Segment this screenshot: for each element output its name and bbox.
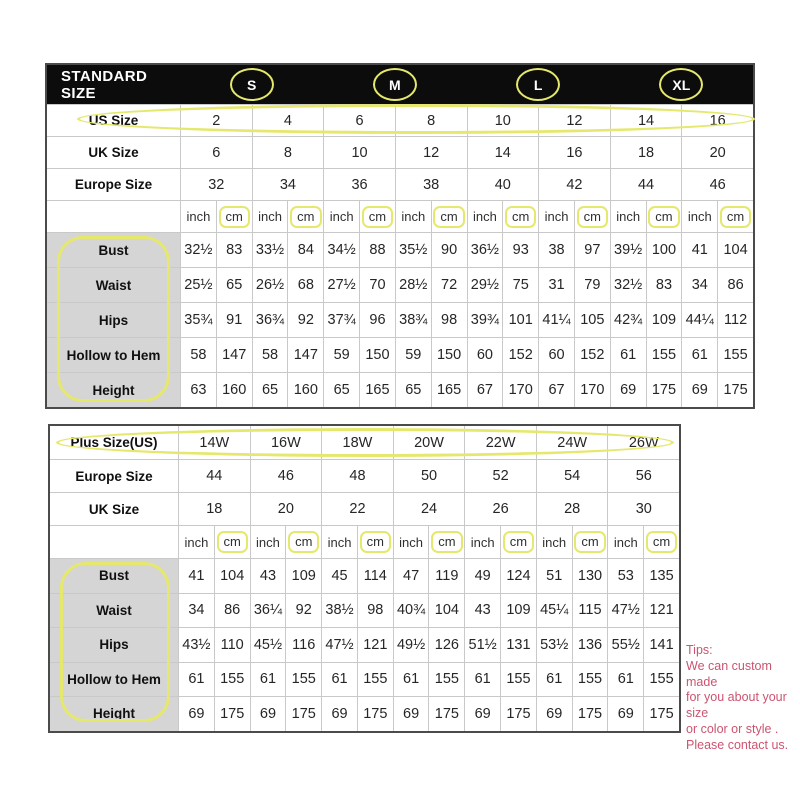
measure-value: 51	[536, 559, 572, 593]
measure-value: 98	[357, 594, 393, 628]
measure-value: 104	[717, 233, 753, 267]
unit-inch-cell: inch	[464, 526, 500, 558]
measure-value: 152	[502, 338, 538, 372]
unit-cm-cell	[574, 201, 610, 232]
measure-value: 60	[538, 338, 574, 372]
plus-size-table	[48, 424, 681, 733]
measure-row	[50, 558, 679, 593]
size-letters-group	[180, 65, 753, 104]
cm-highlight-box: cm	[290, 206, 321, 228]
measure-value: 155	[285, 663, 321, 697]
unit-inch-cell: inch	[178, 526, 214, 558]
measure-value: 65	[252, 373, 288, 407]
size-value: 28	[536, 493, 608, 525]
size-value: 14	[467, 137, 539, 168]
measure-value: 79	[574, 268, 610, 302]
cm-highlight-box: cm	[503, 531, 534, 553]
measure-value: 136	[572, 628, 608, 662]
measure-value: 38¾	[395, 303, 431, 337]
measure-value: 53½	[536, 628, 572, 662]
measure-value: 28½	[395, 268, 431, 302]
size-value: 12	[395, 137, 467, 168]
measure-value: 67	[467, 373, 503, 407]
size-value: 18	[610, 137, 682, 168]
measure-value: 109	[500, 594, 536, 628]
measure-value: 86	[717, 268, 753, 302]
measure-value: 61	[681, 338, 717, 372]
unit-cm-cell	[216, 201, 252, 232]
size-value: 6	[323, 105, 395, 136]
measure-value: 61	[464, 663, 500, 697]
measure-value: 86	[214, 594, 250, 628]
measure-value: 109	[646, 303, 682, 337]
measure-value: 32½	[610, 268, 646, 302]
size-letter-circle-icon: M	[373, 68, 417, 101]
measure-value: 175	[572, 697, 608, 731]
measure-value: 119	[428, 559, 464, 593]
measure-value: 97	[574, 233, 610, 267]
measure-value: 53	[607, 559, 643, 593]
measure-value: 155	[500, 663, 536, 697]
measure-value: 59	[323, 338, 359, 372]
measure-value: 170	[574, 373, 610, 407]
row-label: Hollow to Hem	[47, 338, 180, 372]
cm-highlight-box: cm	[574, 531, 605, 553]
measure-value: 114	[357, 559, 393, 593]
measure-value: 38	[538, 233, 574, 267]
row-label: UK Size	[88, 145, 139, 160]
measure-value: 100	[646, 233, 682, 267]
unit-inch-cell: inch	[467, 201, 503, 232]
unit-cm-cell	[500, 526, 536, 558]
measure-value: 32½	[180, 233, 216, 267]
measure-value: 90	[431, 233, 467, 267]
size-value: 44	[178, 460, 250, 492]
measure-value: 36¾	[252, 303, 288, 337]
size-value: 32	[180, 169, 252, 200]
measure-value: 165	[431, 373, 467, 407]
measure-value: 58	[252, 338, 288, 372]
measure-value: 147	[216, 338, 252, 372]
measure-value: 27½	[323, 268, 359, 302]
measure-value: 31	[538, 268, 574, 302]
cm-highlight-box: cm	[219, 206, 250, 228]
measure-value: 36¼	[250, 594, 286, 628]
size-value: 18W	[321, 426, 393, 459]
size-value: 22W	[464, 426, 536, 459]
measure-value: 175	[428, 697, 464, 731]
measure-value: 104	[214, 559, 250, 593]
cm-highlight-box: cm	[362, 206, 393, 228]
measure-value: 160	[216, 373, 252, 407]
unit-cm-cell	[428, 526, 464, 558]
measure-value: 155	[646, 338, 682, 372]
unit-inch-cell: inch	[395, 201, 431, 232]
measure-value: 39½	[610, 233, 646, 267]
cm-highlight-box: cm	[577, 206, 608, 228]
cm-highlight-box: cm	[288, 531, 319, 553]
size-value: 46	[250, 460, 322, 492]
measure-value: 41	[178, 559, 214, 593]
measure-value: 155	[572, 663, 608, 697]
size-value: 26W	[607, 426, 679, 459]
measure-value: 35½	[395, 233, 431, 267]
measure-value: 49½	[393, 628, 429, 662]
measure-value: 124	[500, 559, 536, 593]
measure-value: 65	[323, 373, 359, 407]
measure-value: 29½	[467, 268, 503, 302]
tips-line: or color or style .	[686, 721, 779, 736]
size-row	[47, 104, 753, 136]
size-value: 26	[464, 493, 536, 525]
measure-value: 105	[574, 303, 610, 337]
measure-value: 83	[216, 233, 252, 267]
size-value: 52	[464, 460, 536, 492]
row-label: Waist	[50, 594, 178, 628]
size-value: 48	[321, 460, 393, 492]
measure-value: 61	[178, 663, 214, 697]
unit-inch-cell: inch	[250, 526, 286, 558]
size-value: 24W	[536, 426, 608, 459]
row-label: Height	[50, 697, 178, 731]
size-value: 40	[467, 169, 539, 200]
measure-value: 42¾	[610, 303, 646, 337]
measure-row	[47, 337, 753, 372]
tips-line: We can custom made	[686, 658, 772, 689]
size-row	[50, 492, 679, 525]
measure-value: 155	[717, 338, 753, 372]
unit-inch-cell: inch	[323, 201, 359, 232]
row-label: US Size	[88, 113, 139, 128]
unit-cm-cell	[357, 526, 393, 558]
measure-value: 69	[536, 697, 572, 731]
measure-row	[47, 267, 753, 302]
measure-value: 152	[574, 338, 610, 372]
measure-value: 68	[287, 268, 323, 302]
measure-value: 41	[681, 233, 717, 267]
cm-highlight-box: cm	[217, 531, 248, 553]
measure-value: 36½	[467, 233, 503, 267]
measure-value: 45½	[250, 628, 286, 662]
measure-value: 104	[428, 594, 464, 628]
unit-cm-cell	[431, 201, 467, 232]
size-value: 2	[180, 105, 252, 136]
size-value: 4	[252, 105, 324, 136]
unit-cm-cell	[572, 526, 608, 558]
measure-value: 147	[287, 338, 323, 372]
measure-value: 150	[431, 338, 467, 372]
size-value: 8	[395, 105, 467, 136]
measure-value: 49	[464, 559, 500, 593]
unit-inch-cell: inch	[321, 526, 357, 558]
size-value: 50	[393, 460, 465, 492]
measure-value: 160	[287, 373, 323, 407]
measure-value: 92	[285, 594, 321, 628]
measure-value: 109	[285, 559, 321, 593]
measure-value: 47½	[321, 628, 357, 662]
measure-value: 84	[287, 233, 323, 267]
size-letter-circle-icon: L	[516, 68, 560, 101]
measure-value: 155	[428, 663, 464, 697]
measure-value: 88	[359, 233, 395, 267]
measure-value: 63	[180, 373, 216, 407]
unit-cm-cell	[717, 201, 753, 232]
measure-value: 131	[500, 628, 536, 662]
size-value: 14	[610, 105, 682, 136]
measure-value: 67	[538, 373, 574, 407]
tips-line: Tips:	[686, 643, 713, 657]
measure-value: 92	[287, 303, 323, 337]
size-value: 30	[607, 493, 679, 525]
measure-value: 37¾	[323, 303, 359, 337]
measure-value: 55½	[607, 628, 643, 662]
measure-row	[47, 302, 753, 337]
row-label: Europe Size	[74, 177, 153, 192]
measure-value: 175	[214, 697, 250, 731]
size-letter-circle-icon: S	[230, 68, 274, 101]
size-value: 36	[323, 169, 395, 200]
measure-value: 47½	[607, 594, 643, 628]
row-label: UK Size	[88, 501, 140, 517]
measure-value: 65	[395, 373, 431, 407]
measure-value: 35¾	[180, 303, 216, 337]
row-label: Bust	[47, 233, 180, 267]
size-value: 54	[536, 460, 608, 492]
measure-row	[50, 593, 679, 628]
measure-value: 34½	[323, 233, 359, 267]
row-label: Height	[47, 373, 180, 407]
measure-value: 121	[357, 628, 393, 662]
unit-inch-cell: inch	[538, 201, 574, 232]
measure-value: 93	[502, 233, 538, 267]
measure-value: 175	[717, 373, 753, 407]
unit-cm-cell	[287, 201, 323, 232]
measure-value: 45¼	[536, 594, 572, 628]
unit-inch-cell: inch	[681, 201, 717, 232]
size-value: 12	[538, 105, 610, 136]
measure-value: 69	[607, 697, 643, 731]
measure-value: 69	[250, 697, 286, 731]
unit-row-label	[50, 526, 178, 558]
measure-row	[50, 662, 679, 697]
tips-line: for you about your size	[686, 690, 787, 721]
measure-value: 43½	[178, 628, 214, 662]
measure-value: 83	[646, 268, 682, 302]
cm-highlight-box: cm	[433, 206, 464, 228]
measure-value: 170	[502, 373, 538, 407]
unit-inch-cell: inch	[180, 201, 216, 232]
measure-value: 112	[717, 303, 753, 337]
measure-value: 69	[393, 697, 429, 731]
measure-value: 98	[431, 303, 467, 337]
size-value: 16	[538, 137, 610, 168]
unit-cm-cell	[502, 201, 538, 232]
unit-inch-cell: inch	[607, 526, 643, 558]
measure-value: 34	[178, 594, 214, 628]
cm-highlight-box: cm	[646, 531, 677, 553]
row-label: Hips	[47, 303, 180, 337]
size-value: 14W	[178, 426, 250, 459]
measure-value: 61	[321, 663, 357, 697]
measure-value: 101	[502, 303, 538, 337]
size-value: 10	[323, 137, 395, 168]
size-value: 38	[395, 169, 467, 200]
size-row	[50, 426, 679, 459]
measure-value: 61	[610, 338, 646, 372]
measure-value: 61	[250, 663, 286, 697]
measure-value: 135	[643, 559, 679, 593]
measure-value: 40¾	[393, 594, 429, 628]
measure-value: 61	[536, 663, 572, 697]
size-letter-circle-icon: XL	[659, 68, 703, 101]
row-label: Europe Size	[75, 468, 153, 484]
unit-cm-cell	[214, 526, 250, 558]
size-letter-cell	[467, 65, 610, 104]
measure-value: 69	[178, 697, 214, 731]
size-value: 20W	[393, 426, 465, 459]
unit-row-label	[47, 201, 180, 232]
unit-cm-cell	[359, 201, 395, 232]
row-label: Hollow to Hem	[50, 663, 178, 697]
size-value: 24	[393, 493, 465, 525]
cm-highlight-box: cm	[360, 531, 391, 553]
size-value: 56	[607, 460, 679, 492]
measure-value: 39¾	[467, 303, 503, 337]
measure-row	[47, 372, 753, 407]
measure-value: 155	[643, 663, 679, 697]
measure-value: 47	[393, 559, 429, 593]
measure-value: 126	[428, 628, 464, 662]
measure-value: 155	[357, 663, 393, 697]
measure-value: 110	[214, 628, 250, 662]
tips-line: Please contact us.	[686, 737, 789, 752]
unit-cm-cell	[643, 526, 679, 558]
measure-value: 175	[285, 697, 321, 731]
measure-value: 51½	[464, 628, 500, 662]
size-letter-cell	[323, 65, 466, 104]
measure-value: 175	[500, 697, 536, 731]
size-value: 34	[252, 169, 324, 200]
size-value: 16W	[250, 426, 322, 459]
measure-value: 44¼	[681, 303, 717, 337]
size-value: 8	[252, 137, 324, 168]
measure-value: 165	[359, 373, 395, 407]
measure-value: 58	[180, 338, 216, 372]
measure-value: 69	[464, 697, 500, 731]
custom-tips-note	[686, 643, 800, 754]
measure-value: 34	[681, 268, 717, 302]
size-letter-cell	[610, 65, 753, 104]
measure-value: 69	[681, 373, 717, 407]
measure-value: 43	[464, 594, 500, 628]
cm-highlight-box: cm	[431, 531, 462, 553]
unit-cm-cell	[646, 201, 682, 232]
size-value: 42	[538, 169, 610, 200]
measure-value: 60	[467, 338, 503, 372]
cm-highlight-box: cm	[648, 206, 679, 228]
measure-value: 96	[359, 303, 395, 337]
measure-value: 155	[214, 663, 250, 697]
unit-inch-cell: inch	[252, 201, 288, 232]
measure-value: 121	[643, 594, 679, 628]
measure-value: 75	[502, 268, 538, 302]
size-row	[47, 136, 753, 168]
size-value: 20	[681, 137, 753, 168]
row-label: Bust	[50, 559, 178, 593]
measure-value: 41¼	[538, 303, 574, 337]
cm-highlight-box: cm	[720, 206, 751, 228]
measure-value: 130	[572, 559, 608, 593]
measure-value: 69	[610, 373, 646, 407]
measure-value: 70	[359, 268, 395, 302]
measure-value: 175	[646, 373, 682, 407]
measure-value: 45	[321, 559, 357, 593]
size-row	[47, 168, 753, 200]
unit-row	[47, 200, 753, 232]
measure-value: 43	[250, 559, 286, 593]
unit-row	[50, 525, 679, 558]
measure-value: 150	[359, 338, 395, 372]
size-value: 20	[250, 493, 322, 525]
measure-value: 116	[285, 628, 321, 662]
measure-row	[50, 696, 679, 731]
measure-value: 65	[216, 268, 252, 302]
unit-inch-cell: inch	[393, 526, 429, 558]
measure-row	[50, 627, 679, 662]
size-row	[50, 459, 679, 492]
cm-highlight-box: cm	[505, 206, 536, 228]
table-title: STANDARD SIZE	[61, 67, 148, 102]
measure-value: 91	[216, 303, 252, 337]
unit-cm-cell	[285, 526, 321, 558]
measure-value: 61	[607, 663, 643, 697]
measure-value: 175	[643, 697, 679, 731]
measure-value: 175	[357, 697, 393, 731]
measure-row	[47, 232, 753, 267]
measure-value: 72	[431, 268, 467, 302]
standard-size-table	[45, 63, 755, 409]
size-value: 16	[681, 105, 753, 136]
measure-value: 59	[395, 338, 431, 372]
measure-value: 69	[321, 697, 357, 731]
size-value: 46	[681, 169, 753, 200]
size-value: 44	[610, 169, 682, 200]
measure-value: 38½	[321, 594, 357, 628]
measure-value: 26½	[252, 268, 288, 302]
unit-inch-cell: inch	[536, 526, 572, 558]
size-value: 6	[180, 137, 252, 168]
measure-value: 115	[572, 594, 608, 628]
measure-value: 33½	[252, 233, 288, 267]
measure-value: 25½	[180, 268, 216, 302]
measure-value: 61	[393, 663, 429, 697]
size-letter-cell	[180, 65, 323, 104]
size-value: 18	[178, 493, 250, 525]
table-header-row	[47, 65, 753, 104]
row-label: Hips	[50, 628, 178, 662]
unit-inch-cell: inch	[610, 201, 646, 232]
size-value: 22	[321, 493, 393, 525]
size-value: 10	[467, 105, 539, 136]
row-label: Plus Size(US)	[70, 435, 158, 450]
row-label: Waist	[47, 268, 180, 302]
measure-value: 141	[643, 628, 679, 662]
